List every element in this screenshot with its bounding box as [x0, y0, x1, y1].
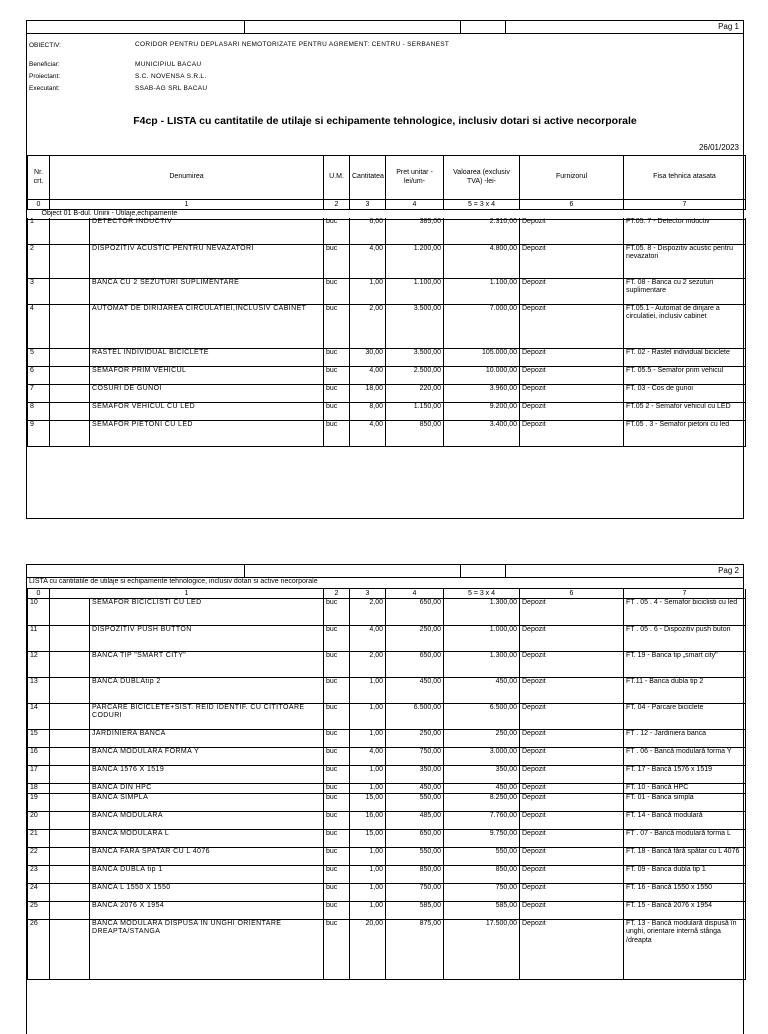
row-number: 21: [28, 829, 50, 847]
row-spacer: [50, 865, 90, 883]
item-value: 4.800,00: [444, 244, 520, 278]
item-unit-price: 3.500,00: [386, 348, 444, 366]
row-spacer: [50, 402, 90, 420]
row-number: 23: [28, 865, 50, 883]
item-unit: buc: [324, 765, 350, 783]
item-name: JARDINIERA BANCA: [90, 729, 324, 747]
item-datasheet: FT. 05.5 - Semafor prim vehicul: [624, 366, 746, 384]
table-row: [28, 829, 746, 847]
item-name: RASTEL INDIVIDUAL BICICLETE: [90, 348, 324, 366]
item-unit: buc: [324, 304, 350, 348]
item-name: AUTOMAT DE DIRIJAREA CIRCULATIEI,INCLUSIV CABINET: [90, 304, 324, 348]
item-quantity: 6,00: [350, 218, 386, 244]
item-supplier: Depozit: [520, 747, 624, 765]
item-name: SEMAFOR PRIM VEHICUL: [90, 366, 324, 384]
row-spacer: [50, 677, 90, 703]
row-spacer: [50, 384, 90, 402]
document-title: F4cp - LISTA cu cantitatile de utilaje si echipamente tehnologice, inclusiv dotari si active necorporale: [133, 115, 637, 127]
item-unit-price: 450,00: [386, 677, 444, 703]
item-unit: buc: [324, 829, 350, 847]
item-datasheet: FT. 03 - Cos de gunoi: [624, 384, 746, 402]
col-number: 4: [386, 589, 444, 599]
item-unit: buc: [324, 747, 350, 765]
table-row: [28, 783, 746, 793]
item-quantity: 1,00: [350, 783, 386, 793]
table-row: [28, 402, 746, 420]
item-unit-price: 875,00: [386, 919, 444, 979]
item-value: 2.310,00: [444, 218, 520, 244]
item-supplier: Depozit: [520, 729, 624, 747]
item-name: BANCA L 1550 X 1550: [90, 883, 324, 901]
table-row: [28, 278, 746, 304]
col-header-cantitatea: Cantitatea: [350, 156, 386, 200]
item-unit: buc: [324, 919, 350, 979]
table-row: [28, 901, 746, 919]
table-row: [28, 883, 746, 901]
item-supplier: Depozit: [520, 244, 624, 278]
table-row: [28, 348, 746, 366]
item-unit-price: 350,00: [386, 765, 444, 783]
item-unit: buc: [324, 883, 350, 901]
row-number: 22: [28, 847, 50, 865]
row-spacer: [50, 829, 90, 847]
item-unit: buc: [324, 278, 350, 304]
item-quantity: 1,00: [350, 278, 386, 304]
row-spacer: [50, 244, 90, 278]
item-datasheet: FT.05. 7 - Detector inductiv: [624, 218, 746, 244]
item-quantity: 4,00: [350, 625, 386, 651]
item-quantity: 8,00: [350, 402, 386, 420]
item-unit-price: 750,00: [386, 747, 444, 765]
item-unit: buc: [324, 783, 350, 793]
item-unit-price: 650,00: [386, 651, 444, 677]
row-spacer: [50, 783, 90, 793]
item-datasheet: FT. 10 - Bancă HPC: [624, 783, 746, 793]
item-unit: buc: [324, 625, 350, 651]
item-value: 585,00: [444, 901, 520, 919]
item-unit: buc: [324, 348, 350, 366]
item-value: 7.000,00: [444, 304, 520, 348]
item-quantity: 2,00: [350, 651, 386, 677]
item-name: DISPOZITIV PUSH BUTTON: [90, 625, 324, 651]
item-unit-price: 1.200,00: [386, 244, 444, 278]
item-quantity: 30,00: [350, 348, 386, 366]
table-row: [28, 703, 746, 729]
col-header-furnizorul: Furnizorul: [520, 156, 624, 200]
item-supplier: Depozit: [520, 384, 624, 402]
item-name: BANCA 1576 X 1519: [90, 765, 324, 783]
item-supplier: Depozit: [520, 304, 624, 348]
row-number: 13: [28, 677, 50, 703]
item-name: PARCARE BICICLETE+SIST. REID IDENTIF. CU CITITOARE CODURI: [90, 703, 324, 729]
item-unit-price: 850,00: [386, 865, 444, 883]
item-unit-price: 1.100,00: [386, 278, 444, 304]
row-number: 24: [28, 883, 50, 901]
item-value: 3.960,00: [444, 384, 520, 402]
item-supplier: Depozit: [520, 901, 624, 919]
equipment-rows-page-2: [27, 599, 746, 980]
item-supplier: Depozit: [520, 625, 624, 651]
item-unit-price: 650,00: [386, 599, 444, 625]
row-spacer: [50, 901, 90, 919]
item-datasheet: FT . 07 - Bancă modulară forma L: [624, 829, 746, 847]
col-number: 6: [520, 200, 624, 210]
row-spacer: [50, 729, 90, 747]
item-unit: buc: [324, 847, 350, 865]
item-supplier: Depozit: [520, 348, 624, 366]
col-number: 5 = 3 x 4: [444, 200, 520, 210]
document-date: 26/01/2023: [698, 143, 739, 152]
item-unit: buc: [324, 677, 350, 703]
item-quantity: 15,00: [350, 829, 386, 847]
page-subtitle: LISTA cu cantitatile de utilaje si echipamente tehnologice, inclusiv dotari si active necorporale: [29, 578, 318, 585]
item-datasheet: FT. 19 - Banca tip „smart city": [624, 651, 746, 677]
item-unit: buc: [324, 729, 350, 747]
item-name: BANCA 2076 X 1954: [90, 901, 324, 919]
item-value: 10.000,00: [444, 366, 520, 384]
item-quantity: 4,00: [350, 747, 386, 765]
table-row: [28, 919, 746, 979]
item-supplier: Depozit: [520, 765, 624, 783]
item-datasheet: FT. 16 - Bancă 1550 x 1550: [624, 883, 746, 901]
col-header-nr: Nr. crt.: [28, 156, 50, 200]
item-unit-price: 750,00: [386, 883, 444, 901]
item-datasheet: FT.05.1 - Automat de dirijare a circulatiei, inclusiv cabinet: [624, 304, 746, 348]
item-name: SEMAFOR BICICLISTI CU LED: [90, 599, 324, 625]
item-supplier: Depozit: [520, 811, 624, 829]
item-value: 9.750,00: [444, 829, 520, 847]
document-page-2: [26, 564, 744, 1034]
row-number: 11: [28, 625, 50, 651]
item-value: 450,00: [444, 783, 520, 793]
row-spacer: [50, 919, 90, 979]
row-number: 14: [28, 703, 50, 729]
item-value: 6.500,00: [444, 703, 520, 729]
item-unit: buc: [324, 218, 350, 244]
table-row: [28, 244, 746, 278]
equipment-table-page-1: [27, 155, 746, 220]
equipment-rows-page-1: [27, 218, 746, 447]
item-datasheet: FT. 01 - Banca simpla: [624, 793, 746, 811]
item-unit-price: 485,00: [386, 811, 444, 829]
row-spacer: [50, 747, 90, 765]
item-supplier: Depozit: [520, 366, 624, 384]
item-unit: buc: [324, 793, 350, 811]
col-number: 1: [50, 200, 324, 210]
item-name: BANCA MODULARA DISPUSA IN UNGHI ORIENTARE DREAPTA/STANGA: [90, 919, 324, 979]
row-number: 9: [28, 420, 50, 446]
table-row: [28, 729, 746, 747]
item-unit-price: 6.500,00: [386, 703, 444, 729]
item-value: 3.400,00: [444, 420, 520, 446]
row-spacer: [50, 278, 90, 304]
item-datasheet: FT . 12 - Jardiniera banca: [624, 729, 746, 747]
document-page-1: [26, 20, 744, 519]
item-name: BANCA FARA SPATAR CU L 4076: [90, 847, 324, 865]
item-unit: buc: [324, 599, 350, 625]
item-quantity: 1,00: [350, 765, 386, 783]
row-number: 12: [28, 651, 50, 677]
row-spacer: [50, 599, 90, 625]
object-line: Object 01 B-dul. Unirii - Utilaje,echipamente: [28, 210, 746, 220]
item-name: BANCA DIN HPC: [90, 783, 324, 793]
item-value: 450,00: [444, 677, 520, 703]
table-row: [28, 747, 746, 765]
item-unit-price: 2.500,00: [386, 366, 444, 384]
item-supplier: Depozit: [520, 703, 624, 729]
item-unit: buc: [324, 651, 350, 677]
row-number: 16: [28, 747, 50, 765]
item-datasheet: FT . 05 . 6 - Dispozitiv push buton: [624, 625, 746, 651]
item-unit: buc: [324, 901, 350, 919]
page-number: Pag 2: [718, 566, 739, 575]
item-quantity: 20,00: [350, 919, 386, 979]
table-row: [28, 599, 746, 625]
item-name: SEMAFOR VEHICUL CU LED: [90, 402, 324, 420]
item-quantity: 1,00: [350, 883, 386, 901]
item-value: 850,00: [444, 865, 520, 883]
row-spacer: [50, 703, 90, 729]
item-name: BANCA SIMPLA: [90, 793, 324, 811]
item-supplier: Depozit: [520, 651, 624, 677]
item-supplier: Depozit: [520, 677, 624, 703]
col-header-um: U.M.: [324, 156, 350, 200]
item-unit-price: 385,00: [386, 218, 444, 244]
equipment-table-page-2: [27, 589, 746, 599]
item-quantity: 1,00: [350, 847, 386, 865]
col-number: 7: [624, 589, 746, 599]
table-row: [28, 420, 746, 446]
col-number: 0: [28, 589, 50, 599]
item-name: COSURI DE GUNOI: [90, 384, 324, 402]
item-unit-price: 1.150,00: [386, 402, 444, 420]
table-row: [28, 811, 746, 829]
item-supplier: Depozit: [520, 402, 624, 420]
item-name: BANCA DUBLAtip 2: [90, 677, 324, 703]
row-spacer: [50, 218, 90, 244]
item-value: 250,00: [444, 729, 520, 747]
col-header-valoarea: Valoarea (exclusiv TVA) -lei-: [444, 156, 520, 200]
table-row: [28, 765, 746, 783]
item-datasheet: FT.05 2 - Semafor vehicul cu LED: [624, 402, 746, 420]
table-row: [28, 865, 746, 883]
item-unit: buc: [324, 366, 350, 384]
col-number: 6: [520, 589, 624, 599]
item-unit-price: 250,00: [386, 729, 444, 747]
item-value: 3.000,00: [444, 747, 520, 765]
item-value: 8.250,00: [444, 793, 520, 811]
item-supplier: Depozit: [520, 278, 624, 304]
row-spacer: [50, 847, 90, 865]
item-datasheet: FT . 05 . 4 - Semafor biciclisti cu led: [624, 599, 746, 625]
item-quantity: 4,00: [350, 244, 386, 278]
row-spacer: [50, 348, 90, 366]
item-datasheet: FT.05 . 3 - Semafor pietoni cu led: [624, 420, 746, 446]
item-datasheet: FT. 08 - Banca cu 2 sezuturi suplimentare: [624, 278, 746, 304]
row-number: 8: [28, 402, 50, 420]
item-value: 7.760,00: [444, 811, 520, 829]
col-header-pret: Pret unitar -lei/um-: [386, 156, 444, 200]
item-unit: buc: [324, 811, 350, 829]
item-supplier: Depozit: [520, 829, 624, 847]
col-number: 7: [624, 200, 746, 210]
item-value: 1.100,00: [444, 278, 520, 304]
row-number: 19: [28, 793, 50, 811]
col-header-fisa: Fisa tehnica atasata: [624, 156, 746, 200]
row-number: 1: [28, 218, 50, 244]
item-quantity: 16,00: [350, 811, 386, 829]
item-name: DETECTOR INDUCTIV: [90, 218, 324, 244]
item-unit: buc: [324, 244, 350, 278]
item-name: BANCA MODULARA L: [90, 829, 324, 847]
item-quantity: 18,00: [350, 384, 386, 402]
item-value: 9.200,00: [444, 402, 520, 420]
item-quantity: 2,00: [350, 599, 386, 625]
table-row: [28, 677, 746, 703]
row-spacer: [50, 651, 90, 677]
row-number: 5: [28, 348, 50, 366]
item-quantity: 2,00: [350, 304, 386, 348]
item-unit-price: 3.500,00: [386, 304, 444, 348]
item-supplier: Depozit: [520, 847, 624, 865]
item-datasheet: FT. 04 - Parcare biciclete: [624, 703, 746, 729]
item-quantity: 1,00: [350, 901, 386, 919]
item-supplier: Depozit: [520, 865, 624, 883]
item-supplier: Depozit: [520, 919, 624, 979]
row-spacer: [50, 811, 90, 829]
row-number: 17: [28, 765, 50, 783]
item-name: SEMAFOR PIETONI CU LED: [90, 420, 324, 446]
col-number: 5 = 3 x 4: [444, 589, 520, 599]
table-row: [28, 651, 746, 677]
item-name: BANCA TIP "SMART CITY": [90, 651, 324, 677]
row-number: 18: [28, 783, 50, 793]
item-datasheet: FT. 09 - Banca dubla tip 1: [624, 865, 746, 883]
item-datasheet: FT.05. 8 - Dispozitiv acustic pentru nevazatori: [624, 244, 746, 278]
row-spacer: [50, 625, 90, 651]
row-spacer: [50, 793, 90, 811]
item-value: 1.300,00: [444, 599, 520, 625]
col-number: 4: [386, 200, 444, 210]
item-supplier: Depozit: [520, 783, 624, 793]
col-header-denumirea: Denumirea: [50, 156, 324, 200]
item-datasheet: FT.11 - Banca dubla tip 2: [624, 677, 746, 703]
row-number: 10: [28, 599, 50, 625]
item-value: 17.500,00: [444, 919, 520, 979]
col-number: 1: [50, 589, 324, 599]
table-row: [28, 625, 746, 651]
item-supplier: Depozit: [520, 420, 624, 446]
item-quantity: 4,00: [350, 420, 386, 446]
row-spacer: [50, 765, 90, 783]
item-name: DISPOZITIV ACUSTIC PENTRU NEVAZATORI: [90, 244, 324, 278]
row-spacer: [50, 420, 90, 446]
item-datasheet: FT . 06 - Bancă modulară forma Y: [624, 747, 746, 765]
col-number: 3: [350, 589, 386, 599]
item-unit-price: 220,00: [386, 384, 444, 402]
item-value: 550,00: [444, 847, 520, 865]
item-value: 1.300,00: [444, 651, 520, 677]
item-quantity: 4,00: [350, 366, 386, 384]
item-unit-price: 650,00: [386, 829, 444, 847]
item-name: BANCA MODULARA: [90, 811, 324, 829]
item-name: BANCA MODULARA FORMA Y: [90, 747, 324, 765]
item-value: 105.000,00: [444, 348, 520, 366]
row-spacer: [50, 366, 90, 384]
item-unit-price: 250,00: [386, 625, 444, 651]
item-supplier: Depozit: [520, 793, 624, 811]
row-number: 6: [28, 366, 50, 384]
item-unit: buc: [324, 384, 350, 402]
table-row: [28, 793, 746, 811]
table-row: [28, 218, 746, 244]
item-quantity: 1,00: [350, 729, 386, 747]
project-meta: OBIECTIV: CORIDOR PENTRU DEPLASARI NEMOTORIZATE PENTRU AGREMENT: CENTRU - SERBANEST Beneficiar: MUNICIPIUL BACAU Proiectant: S.C. NOVENSA S.R.L. Executant: SSAB-AG SRL BACAU: [29, 41, 450, 92]
row-number: 26: [28, 919, 50, 979]
item-unit-price: 550,00: [386, 793, 444, 811]
item-supplier: Depozit: [520, 218, 624, 244]
row-number: 25: [28, 901, 50, 919]
row-number: 2: [28, 244, 50, 278]
table-row: [28, 366, 746, 384]
col-number: 3: [350, 200, 386, 210]
item-datasheet: FT. 02 - Rastel individual biciclete: [624, 348, 746, 366]
item-quantity: 1,00: [350, 865, 386, 883]
row-number: 4: [28, 304, 50, 348]
item-unit: buc: [324, 865, 350, 883]
item-supplier: Depozit: [520, 599, 624, 625]
item-datasheet: FT. 17 - Bancă 1576 x 1519: [624, 765, 746, 783]
item-unit-price: 850,00: [386, 420, 444, 446]
item-unit: buc: [324, 703, 350, 729]
item-quantity: 1,00: [350, 703, 386, 729]
item-datasheet: FT. 15 - Bancă 2076 x 1954: [624, 901, 746, 919]
row-number: 7: [28, 384, 50, 402]
row-number: 15: [28, 729, 50, 747]
row-spacer: [50, 883, 90, 901]
page-header-bar: [27, 21, 743, 34]
table-row: [28, 304, 746, 348]
item-name: BANCA CU 2 SEZUTURI SUPLIMENTARE: [90, 278, 324, 304]
col-number: 0: [28, 200, 50, 210]
item-unit: buc: [324, 402, 350, 420]
item-name: BANCA DUBLA tip 1: [90, 865, 324, 883]
col-number: 2: [324, 200, 350, 210]
col-number: 2: [324, 589, 350, 599]
table-row: [28, 384, 746, 402]
item-value: 1.000,00: [444, 625, 520, 651]
item-datasheet: FT. 14 - Bancă modulară: [624, 811, 746, 829]
item-value: 350,00: [444, 765, 520, 783]
item-unit: buc: [324, 420, 350, 446]
item-quantity: 1,00: [350, 677, 386, 703]
item-unit-price: 585,00: [386, 901, 444, 919]
page-number: Pag 1: [718, 22, 739, 31]
item-value: 750,00: [444, 883, 520, 901]
item-unit-price: 450,00: [386, 783, 444, 793]
item-quantity: 15,00: [350, 793, 386, 811]
item-datasheet: FT. 18 - Bancă fără spătar cu L 4076: [624, 847, 746, 865]
item-supplier: Depozit: [520, 883, 624, 901]
table-row: [28, 847, 746, 865]
item-datasheet: FT. 13 - Bancă modulară dispusă în unghi, orientare internă stânga /dreapta: [624, 919, 746, 979]
row-number: 3: [28, 278, 50, 304]
row-number: 20: [28, 811, 50, 829]
item-unit-price: 550,00: [386, 847, 444, 865]
row-spacer: [50, 304, 90, 348]
